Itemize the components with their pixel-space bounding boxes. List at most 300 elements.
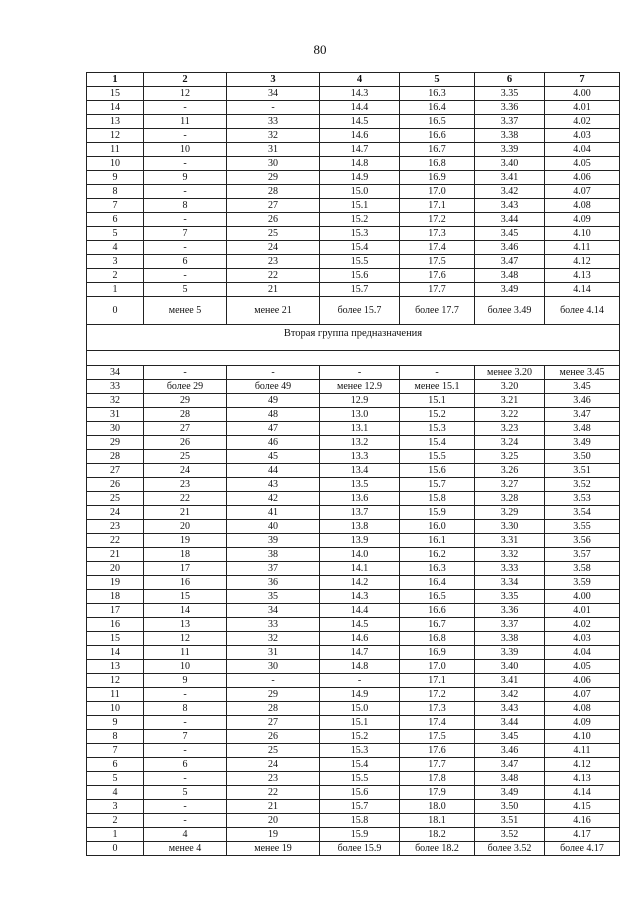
table-cell: 28 <box>144 408 227 422</box>
header-row <box>87 73 620 87</box>
table-row <box>87 604 620 618</box>
table-cell: 15.7 <box>320 800 400 814</box>
table-cell: 4.16 <box>545 814 620 828</box>
table-cell: 30 <box>227 660 320 674</box>
table-cell: 4.12 <box>545 758 620 772</box>
table-cell: 3.26 <box>475 464 545 478</box>
table-cell: 15.1 <box>320 716 400 730</box>
table-cell: - <box>227 101 320 115</box>
table-cell: 18 <box>87 590 144 604</box>
table-cell: 17.7 <box>400 283 475 297</box>
table-cell: 41 <box>227 506 320 520</box>
table-cell: 15.5 <box>400 450 475 464</box>
table-cell: - <box>227 366 320 380</box>
table-cell: 44 <box>227 464 320 478</box>
table-cell: 16.7 <box>400 618 475 632</box>
table-cell: 21 <box>87 548 144 562</box>
table-cell: 20 <box>87 562 144 576</box>
table-cell: 25 <box>144 450 227 464</box>
table-cell: 3.36 <box>475 604 545 618</box>
table-cell: 22 <box>144 492 227 506</box>
table-cell: 10 <box>87 157 144 171</box>
table-cell: 19 <box>144 534 227 548</box>
table-cell: 16.9 <box>400 171 475 185</box>
table-cell: 28 <box>227 185 320 199</box>
table-cell: 4.05 <box>545 157 620 171</box>
table-cell: 4 <box>87 241 144 255</box>
table-cell: 14.7 <box>320 646 400 660</box>
table-cell: 15.4 <box>320 758 400 772</box>
table-row <box>87 157 620 171</box>
table-cell: более 4.14 <box>545 297 620 325</box>
table-cell: 15.6 <box>400 464 475 478</box>
table-cell: 3.38 <box>475 129 545 143</box>
table-cell: 43 <box>227 478 320 492</box>
table-cell: 3.48 <box>475 772 545 786</box>
table-cell: 3.25 <box>475 450 545 464</box>
table-cell: 16.7 <box>400 143 475 157</box>
table-cell: 17.6 <box>400 744 475 758</box>
table-cell: 14.5 <box>320 115 400 129</box>
table-cell: 4.10 <box>545 730 620 744</box>
table-cell: 19 <box>227 828 320 842</box>
table-cell: 3.45 <box>545 380 620 394</box>
table-cell: 16.5 <box>400 590 475 604</box>
group2-zero-body <box>87 842 620 856</box>
table-cell: 11 <box>87 688 144 702</box>
table-cell: 3.38 <box>475 632 545 646</box>
table-cell: 4.00 <box>545 87 620 101</box>
table-cell: 35 <box>227 590 320 604</box>
column-header: 4 <box>320 73 400 87</box>
table-cell: 16.6 <box>400 604 475 618</box>
table-cell: 7 <box>144 730 227 744</box>
table-cell: 27 <box>227 716 320 730</box>
table-cell: 3.47 <box>545 408 620 422</box>
table-cell: 4 <box>87 786 144 800</box>
table-cell: - <box>227 674 320 688</box>
table-cell: 3.47 <box>475 255 545 269</box>
table-row <box>87 618 620 632</box>
table-cell: 22 <box>227 786 320 800</box>
table-cell: 15.3 <box>320 227 400 241</box>
table-cell: 14 <box>144 604 227 618</box>
table-cell: 3.39 <box>475 646 545 660</box>
table-row <box>87 450 620 464</box>
table-cell: 4 <box>144 828 227 842</box>
table-row <box>87 171 620 185</box>
table-row <box>87 101 620 115</box>
table-cell: 14.0 <box>320 548 400 562</box>
table-row <box>87 534 620 548</box>
table-cell: 27 <box>144 422 227 436</box>
table-cell: 5 <box>87 227 144 241</box>
table-cell: менее 15.1 <box>400 380 475 394</box>
table-cell: 22 <box>227 269 320 283</box>
table-cell: 15 <box>144 590 227 604</box>
table-cell: 3.46 <box>475 744 545 758</box>
table-cell: 29 <box>227 171 320 185</box>
table-cell: 3.36 <box>475 101 545 115</box>
table-cell: 24 <box>227 241 320 255</box>
table-cell: 17.3 <box>400 702 475 716</box>
table-cell: 48 <box>227 408 320 422</box>
table-cell: 15.4 <box>320 241 400 255</box>
table-cell: 33 <box>227 115 320 129</box>
table-cell: 17 <box>144 562 227 576</box>
table-cell: 2 <box>87 269 144 283</box>
table-cell: - <box>144 213 227 227</box>
table-cell: 3.40 <box>475 157 545 171</box>
table-cell: 17.1 <box>400 674 475 688</box>
table-cell: 12 <box>144 87 227 101</box>
table-cell: 17.5 <box>400 730 475 744</box>
table-cell: 17.8 <box>400 772 475 786</box>
table-cell: 15.2 <box>400 408 475 422</box>
table-cell: 16.4 <box>400 101 475 115</box>
table-cell: 3.20 <box>475 380 545 394</box>
table-cell: 4.17 <box>545 828 620 842</box>
spacer-cell <box>87 351 620 366</box>
table-cell: 26 <box>227 213 320 227</box>
table-cell: менее 12.9 <box>320 380 400 394</box>
table-row <box>87 632 620 646</box>
table-cell: 3.39 <box>475 143 545 157</box>
page-number: 80 <box>313 42 327 57</box>
table-cell: 15.7 <box>320 283 400 297</box>
table-cell: 13.6 <box>320 492 400 506</box>
table-cell: 13.0 <box>320 408 400 422</box>
table-cell: 15.0 <box>320 185 400 199</box>
table-cell: 15.8 <box>320 814 400 828</box>
table-cell: 15.3 <box>400 422 475 436</box>
table-cell: 3.58 <box>545 562 620 576</box>
table-cell: 0 <box>87 297 144 325</box>
table-cell: 32 <box>227 632 320 646</box>
table-cell: 11 <box>87 143 144 157</box>
table-cell: 18.2 <box>400 828 475 842</box>
table-cell: 17.2 <box>400 213 475 227</box>
table-cell: 3.47 <box>475 758 545 772</box>
table-cell: 3.40 <box>475 660 545 674</box>
table-cell: 14.9 <box>320 171 400 185</box>
table-row <box>87 688 620 702</box>
table-row <box>87 380 620 394</box>
table-cell: 34 <box>227 604 320 618</box>
table-cell: 17.5 <box>400 255 475 269</box>
table-cell: 14.4 <box>320 604 400 618</box>
table-cell: 8 <box>87 730 144 744</box>
table-row <box>87 213 620 227</box>
table-cell: 4.13 <box>545 772 620 786</box>
table-cell: 17 <box>87 604 144 618</box>
table-cell: - <box>144 129 227 143</box>
table-row <box>87 772 620 786</box>
table-cell: 13.1 <box>320 422 400 436</box>
table-cell: 20 <box>227 814 320 828</box>
column-header: 2 <box>144 73 227 87</box>
table-cell: 23 <box>144 478 227 492</box>
table-row <box>87 478 620 492</box>
table-cell: менее 5 <box>144 297 227 325</box>
table-cell: 3.34 <box>475 576 545 590</box>
table-cell: 4.07 <box>545 185 620 199</box>
table-cell: 3.50 <box>475 800 545 814</box>
table-cell: 15.7 <box>400 478 475 492</box>
table-cell: 26 <box>144 436 227 450</box>
table-row <box>87 576 620 590</box>
table-cell: 2 <box>87 814 144 828</box>
table-cell: 31 <box>87 408 144 422</box>
table-cell: 14 <box>87 101 144 115</box>
table-row <box>87 744 620 758</box>
table-cell: 3.31 <box>475 534 545 548</box>
table-cell: 33 <box>87 380 144 394</box>
table-cell: 3.29 <box>475 506 545 520</box>
table-cell: 39 <box>227 534 320 548</box>
table-cell: 15.2 <box>320 730 400 744</box>
table-cell: 4.06 <box>545 171 620 185</box>
table-cell: 42 <box>227 492 320 506</box>
table-cell: 3.41 <box>475 674 545 688</box>
table-cell: - <box>144 772 227 786</box>
table-cell: 15.6 <box>320 269 400 283</box>
group2-body <box>87 366 620 842</box>
table-cell: 3.52 <box>545 478 620 492</box>
table-cell: 14.2 <box>320 576 400 590</box>
table-row <box>87 548 620 562</box>
table-cell: 4.13 <box>545 269 620 283</box>
table-row <box>87 241 620 255</box>
table-cell: 26 <box>87 478 144 492</box>
column-header: 7 <box>545 73 620 87</box>
table-row <box>87 436 620 450</box>
table-cell: 15.1 <box>400 394 475 408</box>
table-cell: более 15.7 <box>320 297 400 325</box>
table-cell: 4.15 <box>545 800 620 814</box>
table-cell: 4.09 <box>545 213 620 227</box>
group1-zero-body <box>87 297 620 366</box>
table-cell: 4.09 <box>545 716 620 730</box>
column-header: 5 <box>400 73 475 87</box>
table-cell: 4.04 <box>545 143 620 157</box>
table-cell: 3.45 <box>475 227 545 241</box>
table-cell: менее 3.45 <box>545 366 620 380</box>
group1-body <box>87 87 620 297</box>
table-cell: менее 3.20 <box>475 366 545 380</box>
table-cell: 3.22 <box>475 408 545 422</box>
table-cell: 4.04 <box>545 646 620 660</box>
table-cell: 10 <box>144 660 227 674</box>
table-cell: 3.35 <box>475 87 545 101</box>
table-row <box>87 255 620 269</box>
table-cell: 16.8 <box>400 632 475 646</box>
table-cell: 3.46 <box>545 394 620 408</box>
table-cell: 15.5 <box>320 772 400 786</box>
table-cell: 28 <box>227 702 320 716</box>
table-row <box>87 828 620 842</box>
table-cell: 17.7 <box>400 758 475 772</box>
table-cell: 5 <box>144 283 227 297</box>
table-cell: 4.08 <box>545 702 620 716</box>
table-cell: - <box>144 716 227 730</box>
table-cell: 32 <box>87 394 144 408</box>
table-cell: 5 <box>87 772 144 786</box>
table-cell: 16 <box>87 618 144 632</box>
table-cell: 3.52 <box>475 828 545 842</box>
table-row <box>87 199 620 213</box>
table-row <box>87 800 620 814</box>
table-cell: 17.1 <box>400 199 475 213</box>
table-cell: 15.9 <box>320 828 400 842</box>
table-cell: 8 <box>144 199 227 213</box>
table-row <box>87 758 620 772</box>
table-cell: 16 <box>144 576 227 590</box>
table-cell: 20 <box>144 520 227 534</box>
table-cell: 45 <box>227 450 320 464</box>
table-cell: 14.3 <box>320 590 400 604</box>
table-cell: 9 <box>144 674 227 688</box>
table-cell: 5 <box>144 786 227 800</box>
table-cell: 15.9 <box>400 506 475 520</box>
table-cell: 15.1 <box>320 199 400 213</box>
table-cell: 27 <box>87 464 144 478</box>
table-cell: 36 <box>227 576 320 590</box>
table-cell: 22 <box>87 534 144 548</box>
table-cell: 6 <box>144 758 227 772</box>
table-cell: 15.2 <box>320 213 400 227</box>
table-cell: 10 <box>144 143 227 157</box>
table-cell: 3.24 <box>475 436 545 450</box>
table-cell: 16.8 <box>400 157 475 171</box>
table-cell: 12.9 <box>320 394 400 408</box>
table-cell: - <box>320 674 400 688</box>
table-cell: 13.3 <box>320 450 400 464</box>
table-row <box>87 394 620 408</box>
table-cell: - <box>144 366 227 380</box>
table-cell: 4.11 <box>545 744 620 758</box>
table-row <box>87 129 620 143</box>
table-cell: 17.3 <box>400 227 475 241</box>
table-row <box>87 730 620 744</box>
table-cell: 6 <box>144 255 227 269</box>
table-row <box>87 520 620 534</box>
table-cell: 14.8 <box>320 157 400 171</box>
table-cell: 3.59 <box>545 576 620 590</box>
table-row <box>87 227 620 241</box>
table-cell: 3.23 <box>475 422 545 436</box>
table-cell: 3.37 <box>475 115 545 129</box>
table-cell: 3.44 <box>475 213 545 227</box>
table-cell: 17.6 <box>400 269 475 283</box>
table-cell: 13 <box>87 660 144 674</box>
table-cell: 15.4 <box>400 436 475 450</box>
table-cell: 37 <box>227 562 320 576</box>
table-cell: 7 <box>87 744 144 758</box>
table-cell: 4.00 <box>545 590 620 604</box>
table-cell: - <box>144 800 227 814</box>
table-cell: 4.03 <box>545 632 620 646</box>
table-cell: 15 <box>87 632 144 646</box>
table-row <box>87 660 620 674</box>
table-cell: 12 <box>87 129 144 143</box>
table-cell: 13 <box>144 618 227 632</box>
table-cell: 14.6 <box>320 632 400 646</box>
table-row <box>87 87 620 101</box>
table-cell: 31 <box>227 143 320 157</box>
table-cell: 29 <box>227 688 320 702</box>
table-cell: 3.48 <box>475 269 545 283</box>
table-cell: более 4.17 <box>545 842 620 856</box>
table-cell: 1 <box>87 828 144 842</box>
table-cell: менее 21 <box>227 297 320 325</box>
table-cell: 25 <box>227 744 320 758</box>
table-cell: 29 <box>87 436 144 450</box>
table-cell: 23 <box>227 255 320 269</box>
table-cell: более 3.49 <box>475 297 545 325</box>
table-cell: 25 <box>227 227 320 241</box>
section-header-row <box>87 325 620 351</box>
table-cell: 17.0 <box>400 185 475 199</box>
table-cell: 14.4 <box>320 101 400 115</box>
table-cell: - <box>144 157 227 171</box>
table-cell: 3.51 <box>475 814 545 828</box>
table-cell: 18 <box>144 548 227 562</box>
table-cell: 3.48 <box>545 422 620 436</box>
table-cell: 6 <box>87 758 144 772</box>
table-cell: 3.45 <box>475 730 545 744</box>
table-cell: 7 <box>87 199 144 213</box>
table-row <box>87 702 620 716</box>
table-cell: 13.7 <box>320 506 400 520</box>
table-cell: 11 <box>144 115 227 129</box>
table-cell: 3.55 <box>545 520 620 534</box>
table-cell: 23 <box>227 772 320 786</box>
table-row <box>87 185 620 199</box>
table-cell: 4.01 <box>545 101 620 115</box>
table-cell: 1 <box>87 283 144 297</box>
table-cell: 14.7 <box>320 143 400 157</box>
table-cell: - <box>144 185 227 199</box>
table-cell: 29 <box>144 394 227 408</box>
table-cell: 3.57 <box>545 548 620 562</box>
table-row <box>87 143 620 157</box>
table-cell: более 29 <box>144 380 227 394</box>
table-cell: 16.9 <box>400 646 475 660</box>
table-cell: 33 <box>227 618 320 632</box>
table-cell: 26 <box>227 730 320 744</box>
table-cell: 15.0 <box>320 702 400 716</box>
table-cell: 12 <box>87 674 144 688</box>
table-cell: 3 <box>87 255 144 269</box>
table-cell: 3.42 <box>475 185 545 199</box>
table-cell: 21 <box>227 800 320 814</box>
table-cell: 3.44 <box>475 716 545 730</box>
table-cell: 15.3 <box>320 744 400 758</box>
table-cell: 3.42 <box>475 688 545 702</box>
table-row <box>87 814 620 828</box>
table-cell: 4.01 <box>545 604 620 618</box>
table-cell: 10 <box>87 702 144 716</box>
table-cell: 9 <box>144 171 227 185</box>
table-cell: 16.3 <box>400 562 475 576</box>
section-title: Вторая группа предназначения <box>87 325 620 351</box>
table-cell: 4.03 <box>545 129 620 143</box>
table-cell: 17.4 <box>400 241 475 255</box>
table-cell: 3.30 <box>475 520 545 534</box>
table-cell: 3.41 <box>475 171 545 185</box>
table-row <box>87 269 620 283</box>
